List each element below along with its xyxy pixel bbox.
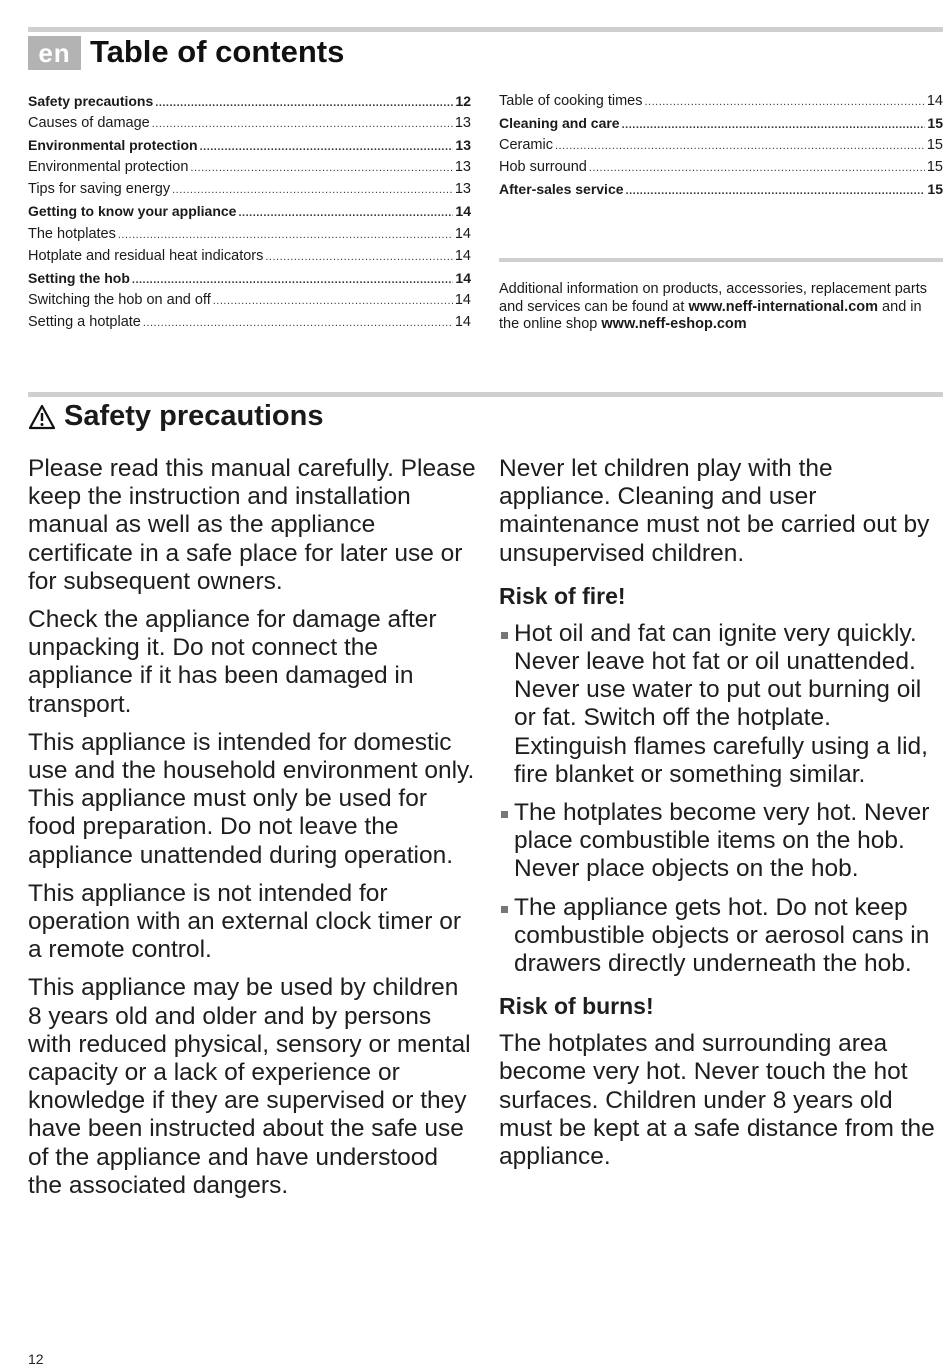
toc-leader-dots <box>155 92 453 114</box>
toc-entry-title: Environmental protection <box>28 137 198 154</box>
toc-leader-dots <box>213 290 453 312</box>
info-text-1: Additional information on products, accessories, replacement parts and services can be found at <box>499 281 927 315</box>
toc-entry-page: 14 <box>454 247 471 264</box>
toc-entry-page: 13 <box>455 137 471 154</box>
toc-entry[interactable] <box>28 245 471 267</box>
toc-entry-page: 12 <box>455 93 471 109</box>
toc-entry-page: 15 <box>927 115 943 132</box>
bullet-square-icon <box>501 811 508 818</box>
toc-entry[interactable] <box>28 178 471 200</box>
toc-entry[interactable] <box>499 178 943 200</box>
toc-leader-dots <box>622 114 926 136</box>
list-item <box>499 894 943 979</box>
toc-leader-dots <box>589 157 925 179</box>
toc-leader-dots <box>143 312 453 334</box>
toc-entry[interactable] <box>499 112 943 134</box>
paragraph: This appliance may be used by children 8 years old and older and by persons with reduced physical, sensory or mental capacity or a lack of experience or knowledge if they are supervised or they have been instructed about the safe use of the appliance and have understood the associated dangers. <box>28 974 471 1199</box>
toc-entry-page: 13 <box>454 115 471 132</box>
toc-entry-page: 15 <box>926 159 943 176</box>
info-link-eshop[interactable]: www.neff-eshop.com <box>601 316 747 332</box>
bullet-text: The hotplates become very hot. Never place combustible items on the hob. Never place objects on the hob. <box>514 799 930 883</box>
fire-heading: Risk of fire! <box>499 582 626 609</box>
toc-entry[interactable] <box>499 156 943 178</box>
section-title <box>28 400 323 433</box>
info-text-2: and in the online shop <box>499 298 922 332</box>
toc-entry-title: The hotplates <box>28 225 116 242</box>
toc-leader-dots <box>172 179 453 201</box>
bullet-square-icon <box>501 906 508 913</box>
toc-left-column <box>28 90 471 333</box>
toc-entry[interactable] <box>28 223 471 245</box>
toc-entry-page: 13 <box>454 159 471 176</box>
toc-entry-page: 14 <box>454 313 471 330</box>
list-item <box>499 620 943 789</box>
toc-title: Table of contents <box>90 34 345 69</box>
toc-leader-dots <box>644 91 924 113</box>
paragraph: Please read this manual carefully. Please keep the instruction and installation manual as well as the appliance certificate in a safe place for later use or for subsequent owners. <box>28 455 476 595</box>
toc-entry-title: Getting to know your appliance <box>28 203 237 220</box>
toc-entry[interactable] <box>28 311 471 333</box>
toc-entry[interactable] <box>28 289 471 311</box>
toc-entry[interactable] <box>499 134 943 156</box>
toc-leader-dots <box>118 224 453 246</box>
toc-entry-title: Cleaning and care <box>499 115 620 132</box>
toc-leader-dots <box>265 246 452 268</box>
toc-entry-title: Causes of damage <box>28 115 150 132</box>
toc-entry-page: 14 <box>454 225 471 242</box>
section-rule <box>28 392 943 397</box>
toc-leader-dots <box>190 157 452 179</box>
toc-right-column <box>499 90 943 200</box>
toc-entry-title: Table of cooking times <box>499 93 643 109</box>
toc-entry-page: 15 <box>927 181 943 198</box>
toc-leader-dots <box>626 180 926 202</box>
toc-entry[interactable] <box>28 90 471 112</box>
paragraph: Check the appliance for damage after unpacking it. Do not connect the appliance if it has been damaged in transport. <box>28 606 437 718</box>
toc-entry-page: 14 <box>455 269 471 286</box>
safety-right-column <box>499 455 943 1181</box>
bullet-text: The appliance gets hot. Do not keep combustible objects or aerosol cans in drawers directly underneath the hob. <box>514 893 930 978</box>
top-rule <box>28 27 943 32</box>
toc-entry-title: Ceramic <box>499 137 553 154</box>
toc-entry-title: Tips for saving energy <box>28 181 171 198</box>
toc-entry[interactable] <box>28 267 471 289</box>
paragraph: Never let children play with the appliance. Cleaning and user maintenance must not be carried out by unsupervised children. <box>499 455 930 567</box>
toc-entry-title: Setting a hotplate <box>28 313 141 330</box>
toc-leader-dots <box>200 136 454 158</box>
toc-entry-title: Setting the hob <box>28 269 130 286</box>
toc-entry[interactable] <box>28 112 471 134</box>
list-item <box>499 799 943 884</box>
language-badge: en <box>28 36 81 70</box>
info-rule <box>499 258 943 262</box>
toc-leader-dots <box>152 113 453 135</box>
burns-heading: Risk of burns! <box>499 993 654 1020</box>
toc-entry-page: 15 <box>926 137 943 154</box>
toc-entry-page: 13 <box>454 181 471 198</box>
paragraph: The hotplates and surrounding area become very hot. Never touch the hot surfaces. Children under 8 years old must be kept at a safe distance from the appliance. <box>499 1030 935 1171</box>
toc-leader-dots <box>132 269 454 291</box>
toc-leader-dots <box>555 135 925 157</box>
toc-entry-page: 14 <box>454 291 471 308</box>
paragraph: This appliance is not intended for operation with an external clock timer or a remote control. <box>28 879 462 964</box>
safety-left-column <box>28 455 478 1210</box>
paragraph: This appliance is intended for domestic use and the household environment only. This appliance must only be used for food preparation. Do not leave the appliance unattended during operation. <box>28 728 475 869</box>
toc-entry-title: Switching the hob on and off <box>28 291 211 308</box>
toc-entry-page: 14 <box>926 93 943 109</box>
page-number: 12 <box>28 1351 44 1367</box>
toc-entry-title: Hob surround <box>499 159 587 176</box>
toc-entry[interactable] <box>28 200 471 222</box>
toc-entry-title: After-sales service <box>499 181 624 198</box>
toc-entry[interactable] <box>499 90 943 112</box>
toc-entry-title: Hotplate and residual heat indicators <box>28 247 264 264</box>
toc-entry[interactable] <box>28 156 471 178</box>
toc-entry-title: Environmental protection <box>28 159 189 176</box>
safety-title: Safety precautions <box>64 400 324 432</box>
toc-leader-dots <box>238 202 453 224</box>
bullet-text: Hot oil and fat can ignite very quickly. Never leave hot fat or oil unattended. Never use water to put out burning oil or fat. Switch off the hotplate. Extinguish flames carefully using a lid, fire blanket or something similar. <box>514 619 928 788</box>
additional-info <box>499 281 943 334</box>
info-link-international[interactable]: www.neff-international.com <box>688 298 879 315</box>
toc-entry-page: 14 <box>455 203 471 220</box>
toc-entry-title: Safety precautions <box>28 93 154 109</box>
warning-triangle-icon <box>28 404 56 430</box>
toc-entry[interactable] <box>28 134 471 156</box>
bullet-square-icon <box>501 632 508 639</box>
